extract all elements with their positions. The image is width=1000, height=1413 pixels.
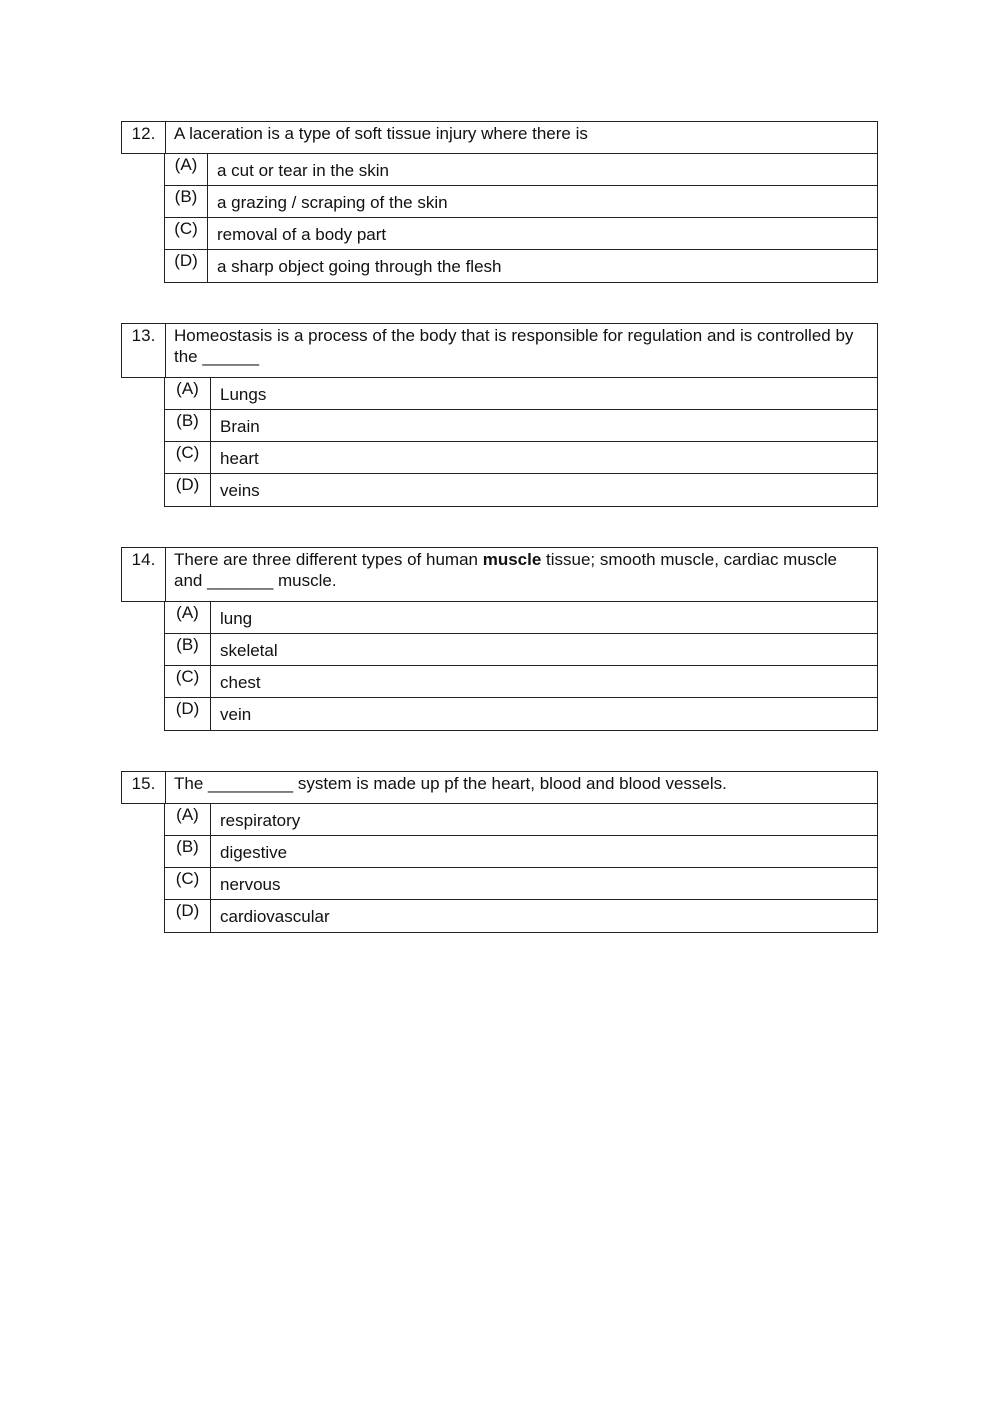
options-list <box>164 154 878 283</box>
question-text-before: There are three different types of human <box>174 550 483 569</box>
option-b[interactable] <box>165 410 877 442</box>
option-text: chest <box>220 673 261 692</box>
option-text: skeletal <box>220 641 278 660</box>
question-number: 12. <box>122 122 166 153</box>
question-13 <box>121 323 878 507</box>
option-letter: (C) <box>165 666 211 697</box>
question-15 <box>121 771 878 933</box>
options-list <box>164 378 878 507</box>
option-text: a grazing / scraping of the skin <box>217 193 448 212</box>
question-header <box>121 547 878 602</box>
option-letter: (C) <box>165 442 211 473</box>
option-text: a sharp object going through the flesh <box>217 257 502 276</box>
option-b[interactable] <box>165 186 877 218</box>
option-letter: (D) <box>165 698 211 730</box>
question-text: The _________ system is made up pf the heart, blood and blood vessels. <box>174 774 727 793</box>
option-letter: (B) <box>165 836 211 867</box>
option-text: lung <box>220 609 253 628</box>
option-d[interactable] <box>165 250 877 282</box>
option-a[interactable] <box>165 154 877 186</box>
option-c[interactable] <box>165 868 877 900</box>
question-12 <box>121 121 878 283</box>
option-a[interactable] <box>165 804 877 836</box>
option-text: cardiovascular <box>220 907 330 926</box>
option-letter: (C) <box>165 868 211 899</box>
option-text: heart <box>220 449 259 468</box>
option-text: nervous <box>220 875 281 894</box>
question-text-after: tissue; smooth muscle, cardiac muscle and _______ muscle. <box>174 550 838 590</box>
option-text: vein <box>220 705 252 724</box>
question-header <box>121 121 878 154</box>
option-text: removal of a body part <box>217 225 387 244</box>
question-number: 14. <box>122 548 166 601</box>
option-d[interactable] <box>165 474 877 506</box>
option-text: Lungs <box>220 385 267 404</box>
question-number: 15. <box>122 772 166 803</box>
options-list <box>164 804 878 933</box>
option-letter: (B) <box>165 634 211 665</box>
option-c[interactable] <box>165 218 877 250</box>
option-b[interactable] <box>165 836 877 868</box>
question-text-bold: muscle <box>482 550 542 569</box>
option-d[interactable] <box>165 698 877 730</box>
option-letter: (D) <box>165 250 208 282</box>
option-text: veins <box>220 481 260 500</box>
option-letter: (A) <box>165 804 211 835</box>
option-letter: (A) <box>165 154 208 185</box>
option-letter: (A) <box>165 602 211 633</box>
option-text: a cut or tear in the skin <box>217 161 389 180</box>
option-a[interactable] <box>165 378 877 410</box>
option-c[interactable] <box>165 666 877 698</box>
option-d[interactable] <box>165 900 877 932</box>
option-letter: (D) <box>165 900 211 932</box>
option-letter: (B) <box>165 410 211 441</box>
option-text: Brain <box>220 417 260 436</box>
option-letter: (C) <box>165 218 208 249</box>
option-letter: (B) <box>165 186 208 217</box>
question-text: A laceration is a type of soft tissue injury where there is <box>174 124 588 143</box>
option-c[interactable] <box>165 442 877 474</box>
option-b[interactable] <box>165 634 877 666</box>
option-letter: (A) <box>165 378 211 409</box>
question-header <box>121 323 878 378</box>
question-text: Homeostasis is a process of the body that is responsible for regulation and is controlled by the ______ <box>174 326 854 366</box>
question-14 <box>121 547 878 731</box>
question-number: 13. <box>122 324 166 377</box>
question-text <box>166 548 877 601</box>
option-a[interactable] <box>165 602 877 634</box>
options-list <box>164 602 878 731</box>
option-text: digestive <box>220 843 288 862</box>
question-header <box>121 771 878 804</box>
option-letter: (D) <box>165 474 211 506</box>
option-text: respiratory <box>220 811 301 830</box>
